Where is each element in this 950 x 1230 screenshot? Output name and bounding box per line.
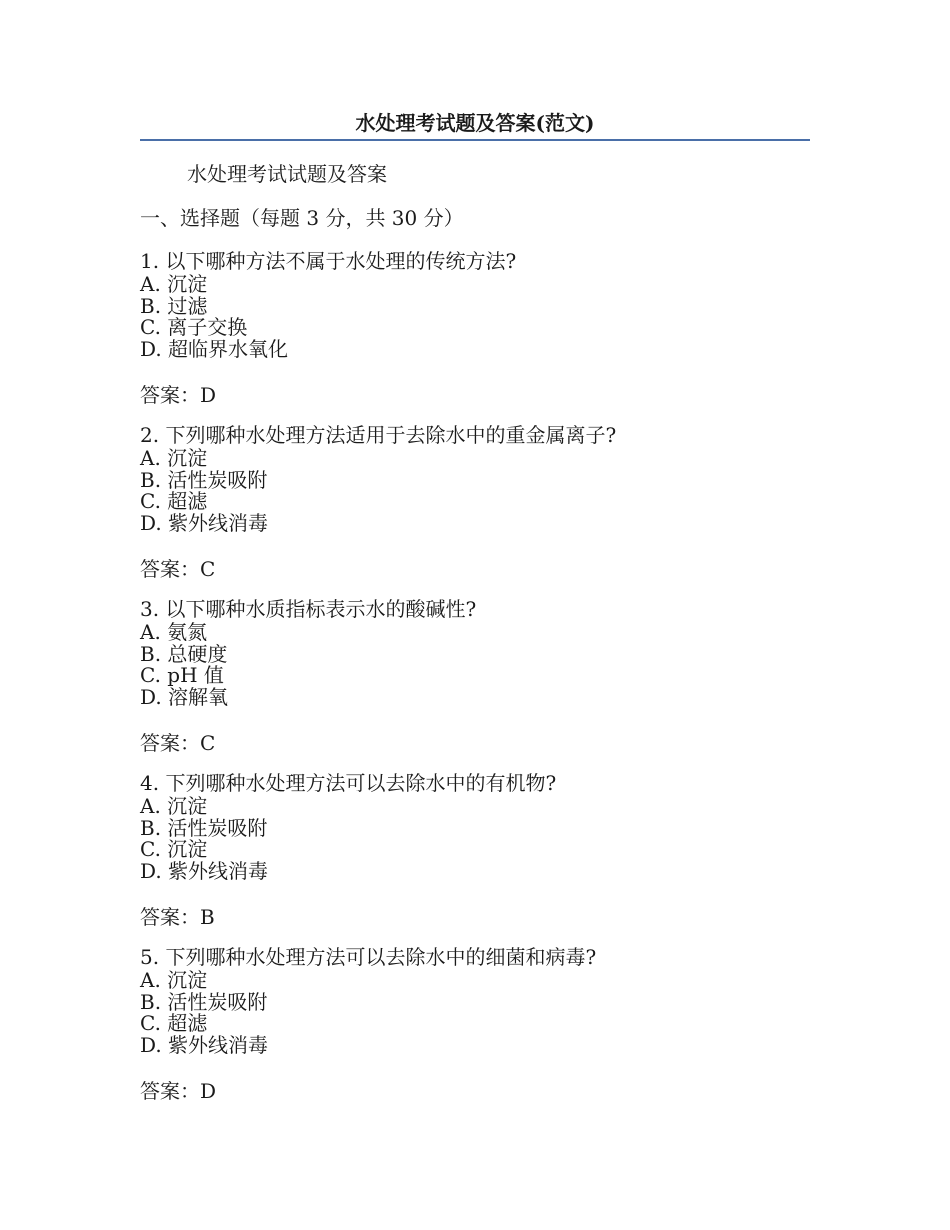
answer-text: 答案：C <box>140 731 216 755</box>
document-title: 水处理考试题及答案(范文) <box>355 111 595 135</box>
option-b: B. 过滤 <box>140 293 208 318</box>
question-block <box>140 944 810 1104</box>
option-d: D. 超临界水氧化 <box>140 336 289 361</box>
question-text: 2. 下列哪种水处理方法适用于去除水中的重金属离子? <box>140 423 617 447</box>
option-a: A. 氨氮 <box>140 620 208 644</box>
option-b: B. 总硬度 <box>140 641 228 666</box>
option-a: A. 沉淀 <box>140 272 208 296</box>
option-d: D. 紫外线消毒 <box>140 510 269 535</box>
option-a: A. 沉淀 <box>140 446 208 470</box>
option-d: D. 紫外线消毒 <box>140 1032 269 1057</box>
option-d: D. 紫外线消毒 <box>140 858 269 883</box>
option-c: C. 超滤 <box>140 489 208 513</box>
answer-text: 答案：C <box>140 557 216 581</box>
question-block <box>140 422 810 582</box>
question-block <box>140 596 810 756</box>
option-c: C. pH 值 <box>140 663 224 687</box>
question-text: 1. 以下哪种方法不属于水处理的传统方法? <box>140 249 517 273</box>
question-text: 4. 下列哪种水处理方法可以去除水中的有机物? <box>140 771 557 795</box>
title-divider <box>140 139 810 141</box>
section-heading: 一、选择题（每题 3 分，共 30 分） <box>140 206 464 230</box>
option-b: B. 活性炭吸附 <box>140 467 268 492</box>
document-subtitle: 水处理考试试题及答案 <box>187 162 387 186</box>
answer-text: 答案：B <box>140 905 215 929</box>
question-block <box>140 248 810 408</box>
answer-text: 答案：D <box>140 383 217 407</box>
question-text: 5. 下列哪种水处理方法可以去除水中的细菌和病毒? <box>140 945 597 969</box>
option-b: B. 活性炭吸附 <box>140 815 268 840</box>
option-c: C. 离子交换 <box>140 315 248 339</box>
option-d: D. 溶解氧 <box>140 684 229 709</box>
option-b: B. 活性炭吸附 <box>140 989 268 1014</box>
option-a: A. 沉淀 <box>140 968 208 992</box>
question-block <box>140 770 810 930</box>
option-a: A. 沉淀 <box>140 794 208 818</box>
question-text: 3. 以下哪种水质指标表示水的酸碱性? <box>140 597 477 621</box>
answer-text: 答案：D <box>140 1079 217 1103</box>
option-c: C. 沉淀 <box>140 837 208 861</box>
option-c: C. 超滤 <box>140 1011 208 1035</box>
